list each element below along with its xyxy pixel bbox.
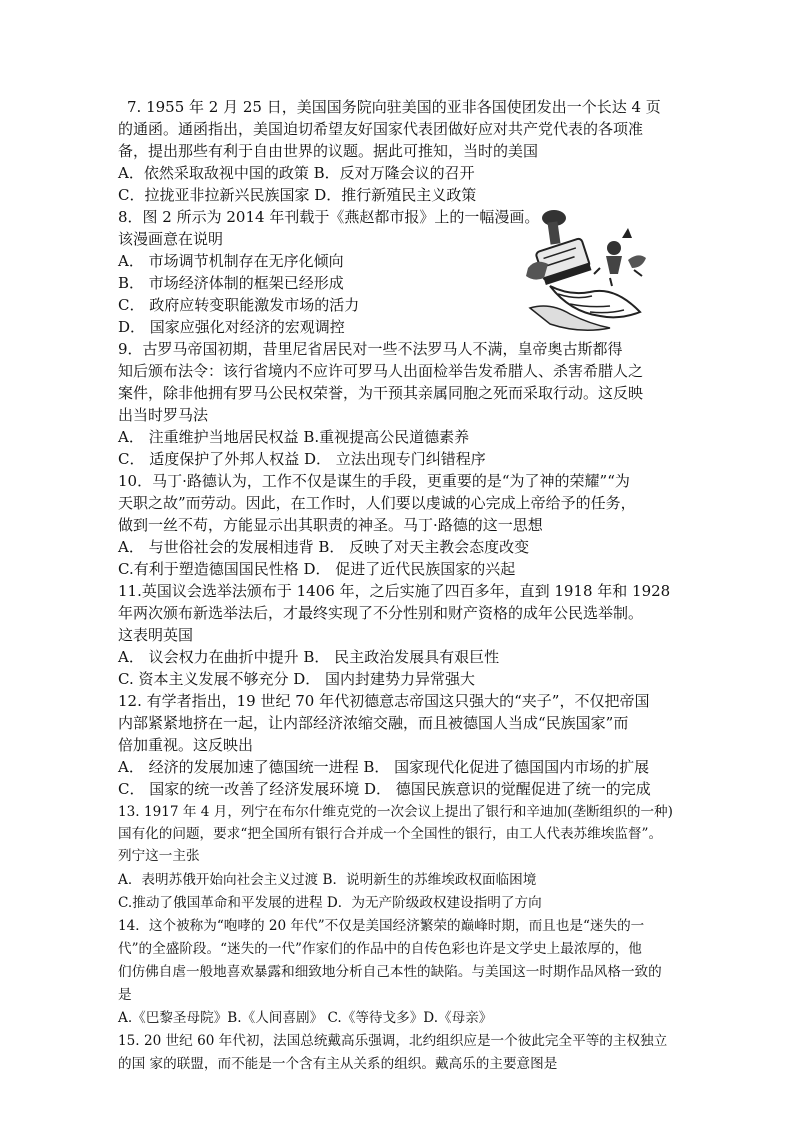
q10-stem-line-3: 做到一丝不苟，方能显示出其职责的神圣。马丁·路德的这一思想 <box>118 516 543 534</box>
q8-stem-line-1: 8．图 2 所示为 2014 年刊载于《燕赵都市报》上的一幅漫画。 <box>118 208 540 226</box>
q8-stem-line-2: 该漫画意在说明 <box>118 230 224 248</box>
q9-stem-line-2: 知后颁布法令：该行省境内不应许可罗马人出面检举告发希腊人、杀害希腊人之 <box>118 362 644 380</box>
q13-stem-line-1: 13. 1917 年 4 月，列宁在布尔什维克党的一次会议上提出了银行和辛迪加(垄断组织的一种) <box>118 804 673 820</box>
q9-stem-line-3: 案件，除非他拥有罗马公民权荣誉，为干预其亲属同胞之死而采取行动。这反映 <box>118 384 644 402</box>
q11-stem-line-3: 这表明英国 <box>118 626 194 644</box>
q7-stem-line-2: 的通函。通函指出，美国迫切希望友好国家代表团做好应对共产党代表的各项准 <box>118 120 644 138</box>
q9-stem-line-1: 9．古罗马帝国初期，昔里尼省居民对一些不法罗马人不满，皇帝奥古斯都得 <box>118 340 623 358</box>
q7-options-ab: A．依然采取敌视中国的政策 B．反对万隆会议的召开 <box>118 164 475 182</box>
q8-option-c: C． 政府应转变职能激发市场的活力 <box>118 296 360 314</box>
q15-stem-line-2: 的国 家的联盟，而不能是一个含有主从关系的组织。戴高乐的主要意图是 <box>118 1056 558 1072</box>
q14-options: A.《巴黎圣母院》B.《人间喜剧》 C.《等待戈多》D.《母亲》 <box>118 1010 493 1026</box>
q10-options-cd: C.有利于塑造德国国民性格 D． 促进了近代民族国家的兴起 <box>118 560 516 578</box>
cartoon-figure-2 <box>510 208 660 334</box>
q14-stem-line-2: 代”的全盛阶段。“迷失的一代”作家们的作品中的自传色彩也许是文学史上最浓厚的，他 <box>118 941 642 957</box>
q7-stem-line-1: 7. 1955 年 2 月 25 日，美国国务院向驻美国的亚非各国使团发出一个长达 4 页 <box>127 98 661 116</box>
q12-stem-line-3: 倍加重视。这反映出 <box>118 736 254 754</box>
q12-options-cd: C． 国家的统一改善了经济发展环境 D． 德国民族意识的觉醒促进了统一的完成 <box>118 780 651 798</box>
q7-options-cd: C．拉拢亚非拉新兴民族国家 D．推行新殖民主义政策 <box>118 186 477 204</box>
q10-stem-line-1: 10．马丁·路德认为，工作不仅是谋生的手段，更重要的是“为了神的荣耀”“为 <box>118 472 630 490</box>
q9-stem-line-4: 出当时罗马法 <box>118 406 209 424</box>
q14-stem-line-4: 是 <box>118 987 132 1003</box>
q14-stem-line-3: 们仿佛自虐一般地喜欢暴露和细致地分析自己本性的缺陷。与美国这一时期作品风格一致的 <box>118 964 662 980</box>
q11-stem-line-1: 11.英国议会选举法颁布于 1406 年，之后实施了四百多年，直到 1918 年和 1928 <box>118 582 671 600</box>
q8-option-b: B． 市场经济体制的框架已经形成 <box>118 274 344 292</box>
q7-stem-line-3: 备，提出那些有利于自由世界的议题。据此可推知，当时的美国 <box>118 142 539 160</box>
q9-options-cd: C． 适度保护了外邦人权益 D． 立法出现专门纠错程序 <box>118 450 486 468</box>
q8-option-a: A． 市场调节机制存在无序化倾向 <box>118 252 344 270</box>
q12-stem-line-2: 内部紧紧地挤在一起，让内部经济浓缩交融，而且被德国人当成“民族国家”而 <box>118 714 629 732</box>
q13-options-ab: A．表明苏俄开始向社会主义过渡 B．说明新生的苏维埃政权面临困境 <box>118 872 537 888</box>
q10-stem-line-2: 天职之故”而劳动。因此，在工作时，人们要以虔诚的心完成上帝给予的任务， <box>118 494 636 512</box>
q11-options-ab: A． 议会权力在曲折中提升 B． 民主政治发展具有艰巨性 <box>118 648 500 666</box>
q11-options-cd: C. 资本主义发展不够充分 D． 国内封建势力异常强大 <box>118 670 476 688</box>
q9-options-ab: A． 注重维护当地居民权益 B.重视提高公民道德素养 <box>118 428 470 446</box>
q13-stem-line-2: 国有化的问题，要求“把全国所有银行合并成一个全国性的银行，由工人代表苏维埃监督”。 <box>118 826 663 842</box>
q11-stem-line-2: 年两次颁布新选举法后，才最终实现了不分性别和财产资格的成年公民选举制。 <box>118 604 644 622</box>
q8-option-d: D． 国家应强化对经济的宏观调控 <box>118 318 345 336</box>
q13-options-cd: C.推动了俄国革命和平发展的进程 D．为无产阶级政权建设指明了方向 <box>118 895 542 911</box>
q15-stem-line-1: 15. 20 世纪 60 年代初，法国总统戴高乐强调，北约组织应是一个彼此完全平等的主权独立 <box>118 1033 668 1049</box>
q10-options-ab: A． 与世俗社会的发展相违背 B． 反映了对天主教会态度改变 <box>118 538 530 556</box>
q13-stem-line-3: 列宁这一主张 <box>118 848 200 864</box>
q12-options-ab: A． 经济的发展加速了德国统一进程 B． 国家现代化促进了德国国内市场的扩展 <box>118 758 650 776</box>
q12-stem-line-1: 12. 有学者指出，19 世纪 70 年代初德意志帝国这只强大的“夹子”，不仅把帝国 <box>118 692 650 710</box>
q14-stem-line-1: 14．这个被称为“咆哮的 20 年代”不仅是美国经济繁荣的巅峰时期，而且也是“迷失的一 <box>118 918 645 934</box>
